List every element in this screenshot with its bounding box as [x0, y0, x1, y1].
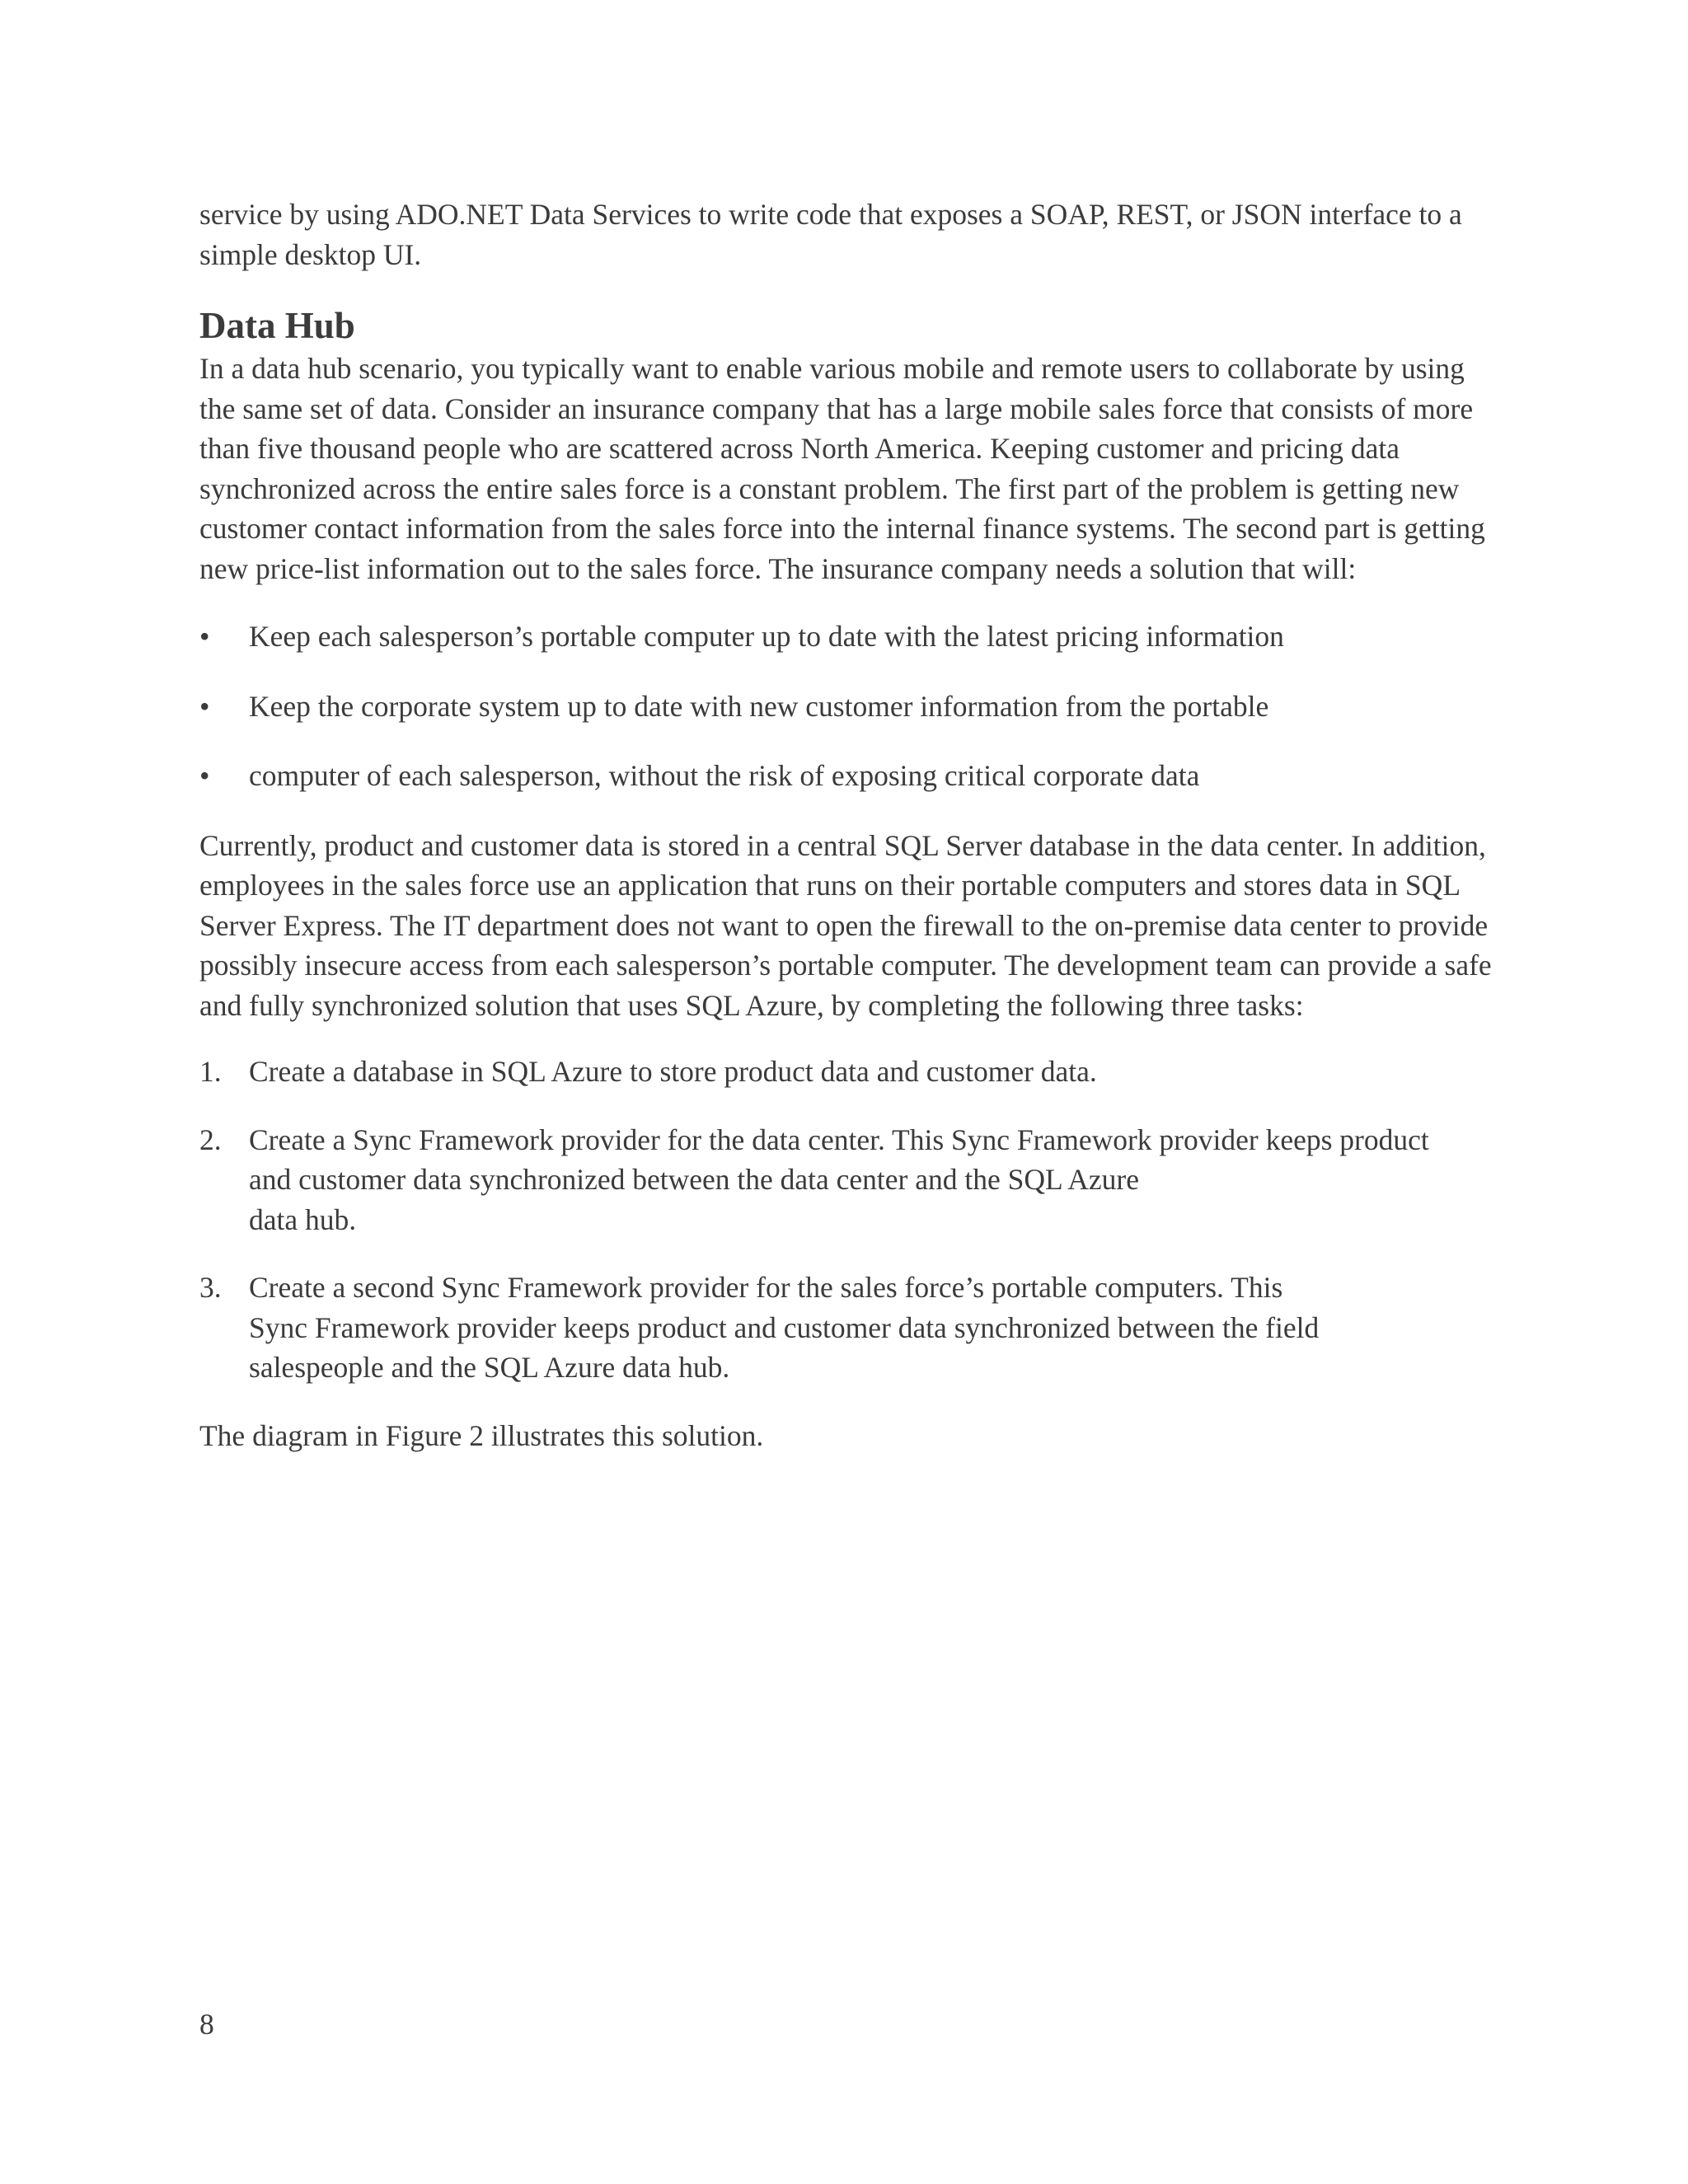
document-page [199, 194, 1498, 1455]
task-item [199, 1120, 1498, 1240]
bullet-icon: • [199, 759, 210, 792]
task-item [199, 1052, 1498, 1092]
task-number: 3. [199, 1271, 222, 1304]
task-line: Create a database in SQL Azure to store product data and customer data. [249, 1055, 1097, 1088]
tasks-list [199, 1052, 1498, 1388]
closing-paragraph: The diagram in Figure 2 illustrates this solution. [199, 1418, 764, 1452]
bullet-icon: • [199, 620, 210, 653]
bullet-icon: • [199, 689, 210, 723]
task-line: Sync Framework provider keeps product and customer data synchronized between the field [249, 1310, 1320, 1344]
task-line: Create a Sync Framework provider for the data center. This Sync Framework provider keeps product [249, 1122, 1429, 1156]
list-item-text: computer of each salesperson, without the risk of exposing critical corporate data [249, 759, 1200, 792]
task-line: data hub. [249, 1202, 357, 1236]
section-heading: Data Hub [199, 305, 355, 346]
list-item [199, 687, 1498, 727]
data-hub-paragraph: In a data hub scenario, you typically want to enable various mobile and remote users to collaborate by using the same set of data. Consider an insurance company that has a large mobile sales force that consists of more than five thousand people who are scattered across North America. Keeping customer and pricing data synchronized across the entire sales force is a constant problem. The first part of the problem is getting new customer contact information from the sales force into the internal finance systems. The second part is getting new price-list information out to the sales force. The insurance company needs a solution that will: [199, 352, 1485, 585]
task-number: 1. [199, 1055, 222, 1088]
list-item [199, 756, 1498, 796]
requirements-list [199, 616, 1498, 796]
task-line: salespeople and the SQL Azure data hub. [249, 1351, 730, 1384]
current-state-paragraph: Currently, product and customer data is stored in a central SQL Server database in the data center. In addition, employees in the sales force use an application that runs on their portable computers and stores data in SQL Server Express. The IT department does not want to open the firewall to the on-premise data center to provide possibly insecure access from each salesperson’s portable computer. The development team can provide a safe and fully synchronized solution that uses SQL Azure, by completing the following three tasks: [199, 828, 1492, 1022]
list-item-text: Keep the corporate system up to date with new customer information from the portable [249, 689, 1269, 723]
list-item [199, 616, 1498, 657]
page-number: 8 [199, 2008, 214, 2041]
task-line: and customer data synchronized between the data center and the SQL Azure [249, 1163, 1140, 1196]
intro-paragraph: service by using ADO.NET Data Services to write code that exposes a SOAP, REST, or JSON interface to a simple desktop UI. [199, 198, 1462, 271]
task-number: 2. [199, 1122, 222, 1156]
list-item-text: Keep each salesperson’s portable computer up to date with the latest pricing information [249, 620, 1284, 653]
task-item [199, 1268, 1498, 1388]
task-line: Create a second Sync Framework provider for the sales force’s portable computers. This [249, 1271, 1283, 1304]
